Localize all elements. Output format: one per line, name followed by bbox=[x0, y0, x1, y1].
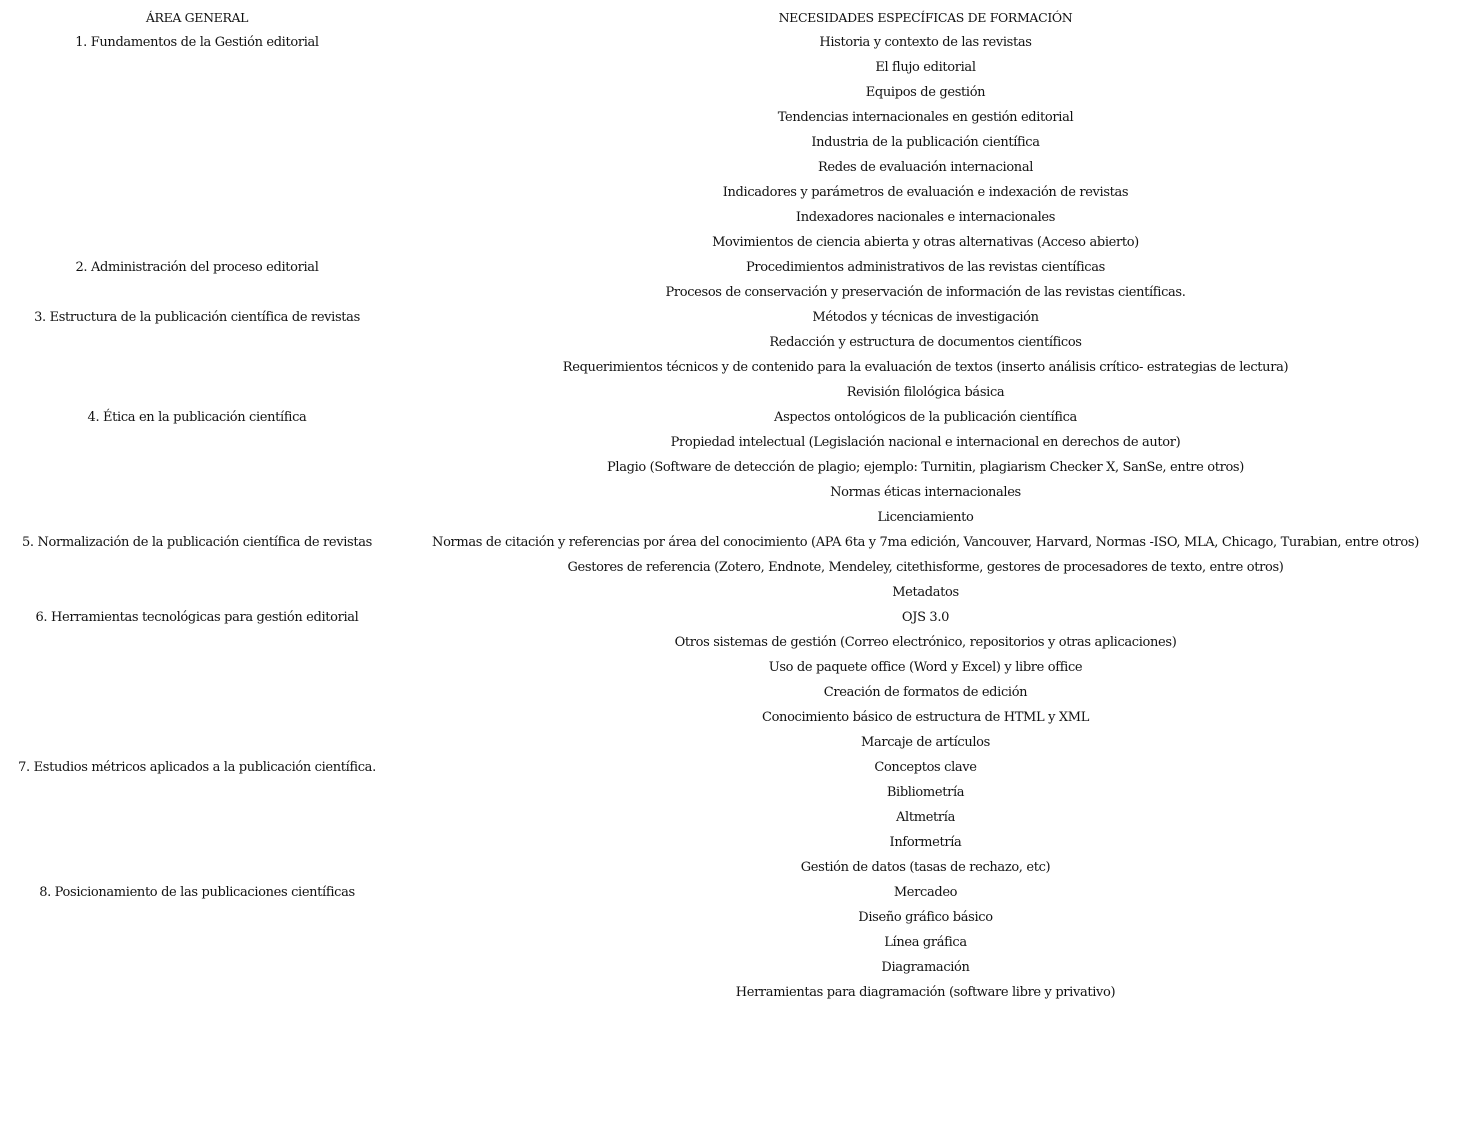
table-row bbox=[0, 580, 1457, 605]
need-cell: Gestión de datos (tasas de rechazo, etc) bbox=[800, 860, 1051, 875]
area-cell bbox=[0, 130, 394, 155]
need-cell: Revisión filológica básica bbox=[846, 385, 1005, 400]
table-row bbox=[0, 755, 1457, 780]
need-cell: Creación de formatos de edición bbox=[823, 685, 1028, 700]
need-cell: Requerimientos técnicos y de contenido para la evaluación de textos (inserto análisis crítico- estrategias de lectura) bbox=[562, 360, 1289, 375]
need-cell: Propiedad intelectual (Legislación nacional e internacional en derechos de autor) bbox=[670, 435, 1181, 450]
table-row bbox=[0, 880, 1457, 905]
area-cell bbox=[0, 930, 394, 955]
need-cell: Conceptos clave bbox=[874, 760, 977, 775]
need-cell: Mercadeo bbox=[893, 885, 958, 900]
need-cell: Marcaje de artículos bbox=[861, 735, 990, 750]
need-cell: Normas éticas internacionales bbox=[830, 485, 1021, 500]
area-cell bbox=[0, 680, 394, 705]
need-cell: Indexadores nacionales e internacionales bbox=[795, 210, 1056, 225]
header-area: ÁREA GENERAL bbox=[145, 10, 249, 25]
area-cell: 2. Administración del proceso editorial bbox=[75, 260, 319, 275]
area-cell bbox=[0, 80, 394, 105]
need-cell: Normas de citación y referencias por área del conocimiento (APA 6ta y 7ma edición, Vancouver, Harvard, Normas -ISO, MLA, Chicago, Turabian, entre otros) bbox=[432, 535, 1419, 550]
need-cell: Licenciamiento bbox=[877, 510, 974, 525]
area-cell bbox=[0, 955, 394, 980]
area-cell bbox=[0, 980, 394, 1005]
area-cell bbox=[0, 330, 394, 355]
table-row bbox=[0, 355, 1457, 380]
table-header bbox=[0, 5, 1457, 30]
need-cell: Altmetría bbox=[896, 810, 955, 825]
area-cell bbox=[0, 455, 394, 480]
area-cell: 6. Herramientas tecnológicas para gestión editorial bbox=[35, 610, 359, 625]
area-cell bbox=[0, 630, 394, 655]
area-cell bbox=[0, 105, 394, 130]
area-cell: 7. Estudios métricos aplicados a la publicación científica. bbox=[18, 760, 376, 775]
table-row bbox=[0, 380, 1457, 405]
training-needs-table bbox=[0, 5, 1457, 1005]
table-row bbox=[0, 30, 1457, 55]
table-row bbox=[0, 280, 1457, 305]
area-cell bbox=[0, 430, 394, 455]
area-cell: 4. Ética en la publicación científica bbox=[87, 410, 307, 425]
need-cell: Gestores de referencia (Zotero, Endnote, Mendeley, citethisforme, gestores de procesadores de texto, entre otros) bbox=[567, 560, 1284, 575]
need-cell: Historia y contexto de las revistas bbox=[819, 35, 1032, 50]
area-cell bbox=[0, 355, 394, 380]
table-row bbox=[0, 780, 1457, 805]
need-cell: Equipos de gestión bbox=[865, 85, 986, 100]
area-cell bbox=[0, 830, 394, 855]
table-row bbox=[0, 330, 1457, 355]
need-cell: Otros sistemas de gestión (Correo electrónico, repositorios y otras aplicaciones) bbox=[674, 635, 1177, 650]
table-row bbox=[0, 905, 1457, 930]
area-cell: 1. Fundamentos de la Gestión editorial bbox=[75, 35, 319, 50]
area-cell bbox=[0, 730, 394, 755]
need-cell: Metadatos bbox=[892, 585, 959, 600]
area-cell bbox=[0, 230, 394, 255]
table-row bbox=[0, 705, 1457, 730]
table-row bbox=[0, 680, 1457, 705]
table-body bbox=[0, 30, 1457, 1005]
table-row bbox=[0, 205, 1457, 230]
table-row bbox=[0, 855, 1457, 880]
area-cell: 5. Normalización de la publicación científica de revistas bbox=[22, 535, 372, 550]
area-cell bbox=[0, 555, 394, 580]
need-cell: Redes de evaluación internacional bbox=[817, 160, 1034, 175]
need-cell: Industria de la publicación científica bbox=[811, 135, 1040, 150]
area-cell bbox=[0, 905, 394, 930]
table-row bbox=[0, 305, 1457, 330]
table-row bbox=[0, 830, 1457, 855]
area-cell bbox=[0, 55, 394, 80]
area-cell bbox=[0, 805, 394, 830]
area-cell bbox=[0, 380, 394, 405]
need-cell: Procesos de conservación y preservación de información de las revistas científicas. bbox=[665, 285, 1186, 300]
need-cell: Aspectos ontológicos de la publicación científica bbox=[774, 410, 1077, 425]
need-cell: Bibliometría bbox=[886, 785, 965, 800]
table-row bbox=[0, 505, 1457, 530]
table-row bbox=[0, 630, 1457, 655]
table-row bbox=[0, 80, 1457, 105]
table-row bbox=[0, 155, 1457, 180]
need-cell: Diseño gráfico básico bbox=[858, 910, 993, 925]
header-needs: NECESIDADES ESPECÍFICAS DE FORMACIÓN bbox=[778, 10, 1073, 25]
table-row bbox=[0, 955, 1457, 980]
table-row bbox=[0, 980, 1457, 1005]
table-row bbox=[0, 655, 1457, 680]
need-cell: Redacción y estructura de documentos científicos bbox=[769, 335, 1082, 350]
table-row bbox=[0, 730, 1457, 755]
area-cell bbox=[0, 180, 394, 205]
need-cell: El flujo editorial bbox=[875, 60, 976, 75]
area-cell bbox=[0, 505, 394, 530]
need-cell: Procedimientos administrativos de las revistas científicas bbox=[746, 260, 1105, 275]
table-row bbox=[0, 55, 1457, 80]
need-cell: Línea gráfica bbox=[884, 935, 967, 950]
table-row bbox=[0, 530, 1457, 555]
table-row bbox=[0, 455, 1457, 480]
area-cell bbox=[0, 205, 394, 230]
need-cell: Uso de paquete office (Word y Excel) y libre office bbox=[768, 660, 1083, 675]
need-cell: Métodos y técnicas de investigación bbox=[812, 310, 1039, 325]
area-cell bbox=[0, 780, 394, 805]
table-row bbox=[0, 555, 1457, 580]
area-cell bbox=[0, 480, 394, 505]
table-row bbox=[0, 930, 1457, 955]
table-row bbox=[0, 230, 1457, 255]
need-cell: Movimientos de ciencia abierta y otras alternativas (Acceso abierto) bbox=[712, 235, 1139, 250]
need-cell: Plagio (Software de detección de plagio; ejemplo: Turnitin, plagiarism Checker X, SanSe, entre otros) bbox=[607, 460, 1244, 475]
need-cell: Indicadores y parámetros de evaluación e indexación de revistas bbox=[722, 185, 1129, 200]
table-row bbox=[0, 605, 1457, 630]
area-cell bbox=[0, 705, 394, 730]
area-cell bbox=[0, 580, 394, 605]
header-row bbox=[0, 5, 1457, 30]
table-row bbox=[0, 180, 1457, 205]
need-cell: Conocimiento básico de estructura de HTML y XML bbox=[761, 710, 1090, 725]
table-row bbox=[0, 105, 1457, 130]
need-cell: Tendencias internacionales en gestión editorial bbox=[777, 110, 1074, 125]
table-row bbox=[0, 405, 1457, 430]
area-cell: 3. Estructura de la publicación científica de revistas bbox=[34, 310, 360, 325]
table-row bbox=[0, 480, 1457, 505]
area-cell bbox=[0, 655, 394, 680]
need-cell: Informetría bbox=[889, 835, 962, 850]
area-cell: 8. Posicionamiento de las publicaciones científicas bbox=[39, 885, 355, 900]
need-cell: Herramientas para diagramación (software libre y privativo) bbox=[735, 985, 1116, 1000]
area-cell bbox=[0, 855, 394, 880]
table-row bbox=[0, 430, 1457, 455]
need-cell: OJS 3.0 bbox=[901, 610, 950, 625]
need-cell: Diagramación bbox=[881, 960, 970, 975]
table-row bbox=[0, 805, 1457, 830]
area-cell bbox=[0, 155, 394, 180]
table-row bbox=[0, 255, 1457, 280]
area-cell bbox=[0, 280, 394, 305]
table-row bbox=[0, 130, 1457, 155]
